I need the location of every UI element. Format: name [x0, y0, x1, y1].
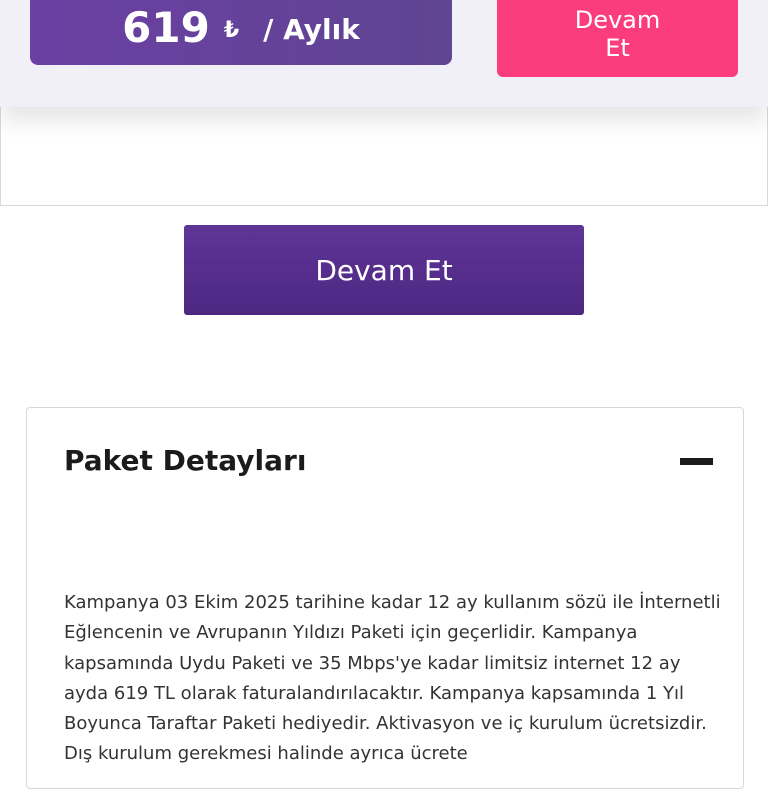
currency-symbol: ₺	[223, 18, 240, 43]
continue-button-label: Devam Et	[315, 253, 453, 287]
continue-button-secondary[interactable]	[497, 0, 738, 77]
price-period: / Aylık	[263, 13, 360, 46]
price-amount: 619	[122, 3, 210, 52]
continue-button-secondary-label: Devam Et	[574, 5, 661, 62]
offer-header-panel	[0, 0, 768, 107]
package-details-card	[26, 407, 744, 789]
price-box	[30, 0, 452, 65]
continue-button[interactable]	[184, 225, 584, 315]
package-details-text: Kampanya 03 Ekim 2025 tarihine kadar 12 ay kullanım sözü ile İnternetli Eğlencenin ve Avrupanın Yıldızı Paketi için geçerlidir. Kampanya kapsamında Uydu Paketi ve 35 Mbps'ye kadar limitsiz internet 12 ay ayda 619 TL olarak faturalandırılacaktır. Kampanya kapsamında 1 Yıl Boyunca Taraftar Paketi hediyedir. Aktivasyon ve iç kurulum ücretsizdir. Dış kurulum gerekmesi halinde ayrıca ücrete	[64, 592, 721, 765]
collapse-icon[interactable]	[680, 458, 713, 465]
package-details-title: Paket Detayları	[64, 444, 307, 477]
